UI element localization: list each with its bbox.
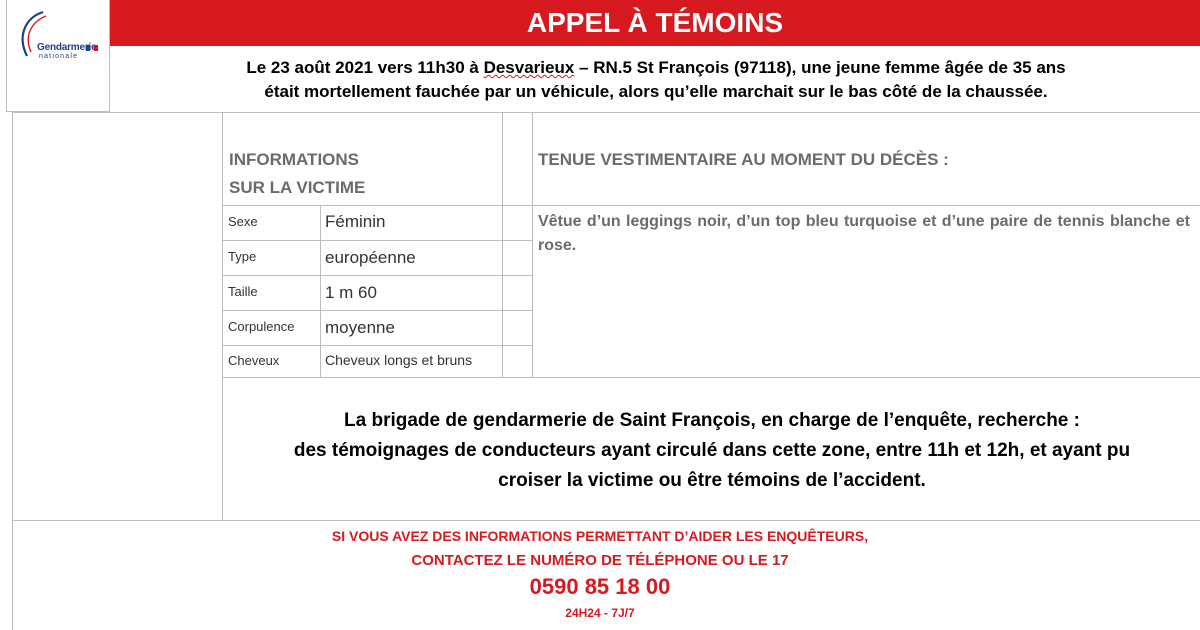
- victim-heading: [229, 146, 365, 202]
- contact-phone: 0590 85 18 00: [529, 574, 671, 599]
- victim-column-divider: [222, 113, 223, 520]
- row-label-taille: Taille: [228, 284, 258, 299]
- gendarmerie-logo: [6, 0, 110, 112]
- contact-line-1: SI VOUS AVEZ DES INFORMATIONS PERMETTANT D’AIDER LES ENQUÊTEURS,: [331, 528, 869, 544]
- row-label-cheveux: Cheveux: [228, 353, 280, 368]
- row-label-type: Type: [228, 249, 257, 264]
- logo-subtitle: nationale: [39, 53, 79, 60]
- brigade-line-1: La brigade de gendarmerie de Saint François, en charge de l’enquête, recherche :: [344, 410, 1080, 431]
- table-top-divider: [222, 205, 1200, 206]
- clothing-left-divider: [532, 113, 533, 377]
- contact-line-2: CONTACTEZ LE NUMÉRO DE TÉLÉPHONE OU LE 17: [411, 552, 789, 569]
- row-divider: [222, 310, 532, 311]
- row-label-corpulence: Corpulence: [228, 319, 295, 334]
- row-divider: [222, 345, 532, 346]
- clothing-heading: TENUE VESTIMENTAIRE AU MOMENT DU DÉCÈS :: [538, 150, 949, 169]
- row-value-taille: 1 m 60: [325, 283, 377, 302]
- value-column-divider: [320, 205, 321, 377]
- victim-heading-line-1: INFORMATIONS: [229, 150, 360, 169]
- victim-heading-line-2: SUR LA VICTIME: [229, 178, 366, 197]
- brigade-line-2: des témoignages de conducteurs ayant circulé dans cette zone, entre 11h et 12h, et ayant pu: [293, 440, 1131, 461]
- contact-hours: 24H24 - 7J/7: [565, 606, 635, 620]
- row-value-type: européenne: [325, 248, 416, 267]
- brigade-line-3: croiser la victime ou être témoins de l’accident.: [498, 470, 926, 491]
- row-value-cheveux: Cheveux longs et bruns: [325, 352, 473, 368]
- logo-name: Gendarmerie: [37, 42, 97, 53]
- victim-right-divider: [502, 113, 503, 377]
- row-divider: [222, 240, 532, 241]
- clothing-description: Vêtue d’un leggings noir, d’un top bleu turquoise et d’une paire de tennis blanche et rose.: [538, 213, 1190, 254]
- intro-line-1: [112, 58, 1200, 78]
- page-title-banner: APPEL À TÉMOINS: [110, 0, 1200, 46]
- row-value-corpulence: moyenne: [325, 318, 395, 337]
- row-value-sexe: Féminin: [325, 212, 386, 231]
- header-divider: [12, 112, 1200, 113]
- intro-place: Desvarieux: [483, 58, 575, 77]
- intro-prefix: Le 23 août 2021 vers 11h30 à: [246, 58, 484, 77]
- table-bottom-divider: [222, 377, 1200, 378]
- row-divider: [222, 275, 532, 276]
- intro-suffix: – RN.5 St François (97118), une jeune femme âgée de 35 ans: [574, 58, 1066, 77]
- row-label-sexe: Sexe: [228, 214, 258, 229]
- contact-divider: [12, 520, 1200, 521]
- intro-line-2: était mortellement fauchée par un véhicule, alors qu’elle marchait sur le bas côté de la chaussée.: [264, 82, 1048, 101]
